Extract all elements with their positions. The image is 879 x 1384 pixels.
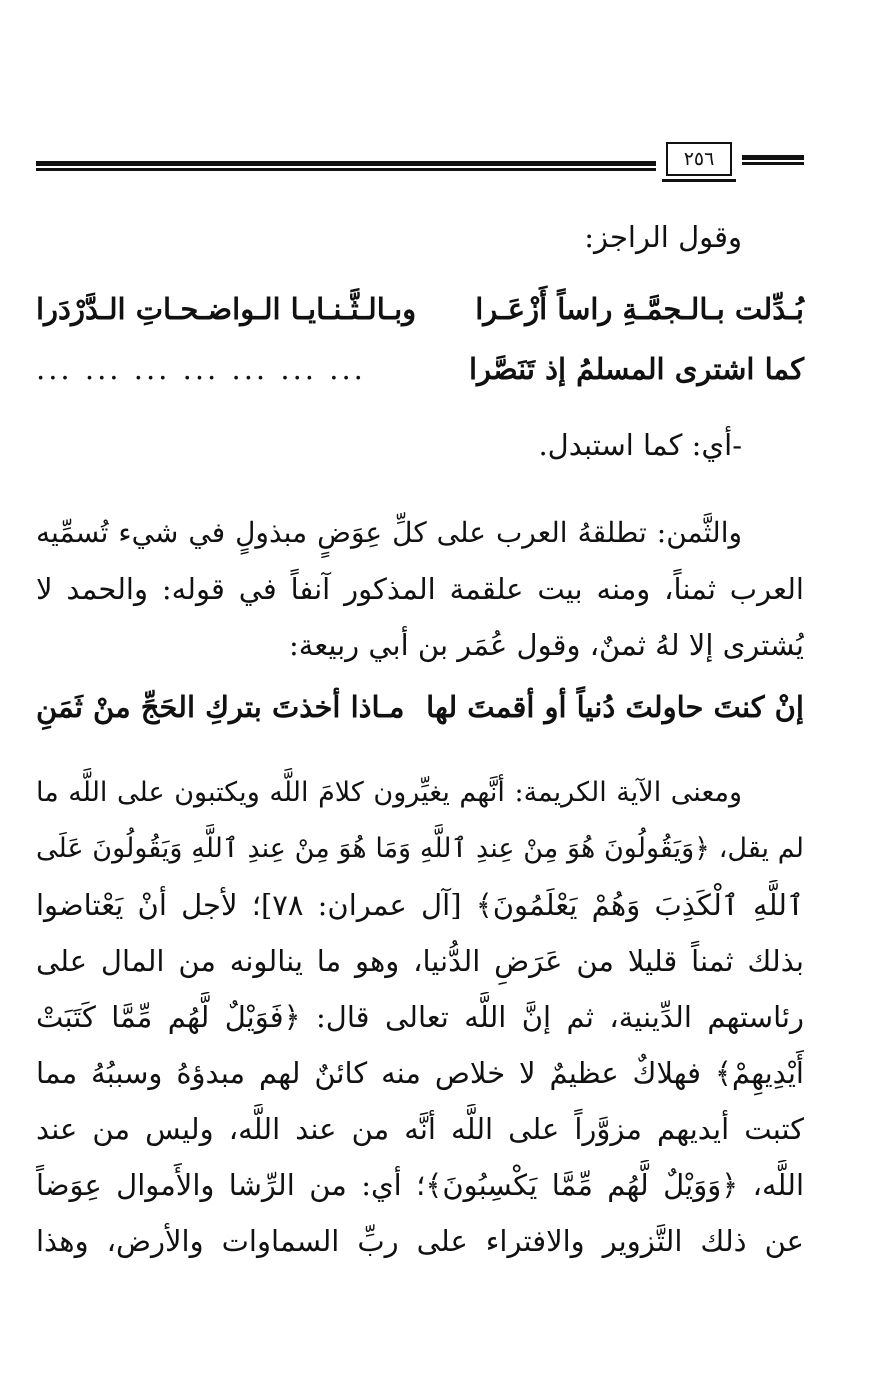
text-line: -أي: كما استبدل. [538, 428, 742, 462]
verse-ellipsis: ... ... ... ... ... ... ... [36, 352, 366, 386]
text-line: يُشترى إلا لهُ ثمنٌ، وقول عُمَر بن أبي ربيعة: [289, 628, 804, 662]
header-rule-short [742, 155, 804, 165]
verse-hemistich: وبـالـثَّـنـايـا الـواضـحـاتِ الـدَّرْدَرا [36, 292, 417, 326]
text-line: أَيْدِيهِمْ﴾ فهلاكٌ عظيمٌ لا خلاص منه كائنٌ لهم مبدؤهُ وسببُهُ مما [36, 1056, 804, 1090]
text-line: عن ذلك التَّزوير والافتراء على ربِّ السماوات والأرض، وهذا [36, 1224, 804, 1258]
text-line: اللَّه، ﴿وَوَيْلٌ لَّهُم مِّمَّا يَكْسِبُونَ﴾؛ أي: من الرِّشا والأَموال عِوَضاً [36, 1168, 804, 1202]
text-line: العرب ثمناً، ومنه بيت علقمة المذكور آنفاً في قوله: والحمد لا [36, 572, 804, 606]
verse-hemistich: بُـدِّلت بـالـجمَّـةِ راساً أَزْعَـرا [475, 292, 804, 326]
page-header [36, 142, 804, 186]
page-number: ٢٥٦ [666, 142, 732, 176]
verse-hemistich: مـاذا أخذتَ بتركِ الحَجِّ منْ ثَمَنِ [36, 690, 405, 724]
verse-hemistich: كما اشترى المسلمُ إذ تَنَصَّرا [468, 352, 804, 386]
text-line: رئاستهم الدِّينية، ثم إنَّ اللَّه تعالى قال: ﴿فَوَيْلٌ لَّهُم مِّمَّا كَتَبَتْ [36, 1000, 804, 1034]
text-line: ٱللَّهِ ٱلْكَذِبَ وَهُمْ يَعْلَمُونَ﴾ [آل عمران: ٧٨]؛ لأجل أنْ يَعْتاضوا [36, 888, 804, 922]
text-line: والثَّمن: تطلقهُ العرب على كلِّ عِوَضٍ مبذولٍ في شيء تُسمِّيه [36, 516, 742, 549]
verse-3 [36, 682, 804, 732]
verse-1 [36, 284, 804, 334]
text-line: لم يقل، ﴿وَيَقُولُونَ هُوَ مِنْ عِندِ ٱللَّهِ وَمَا هُوَ مِنْ عِندِ ٱللَّهِ وَيَقُولُونَ عَلَى [36, 833, 804, 864]
text-line: وقول الراجز: [584, 220, 742, 254]
text-line: كتبت أيديهم مزوَّراً على اللَّه أنَّه من عند اللَّه، وليس من عند [36, 1112, 804, 1146]
text-line: بذلك ثمناً قليلا من عَرَضِ الدُّنيا، وهو ما ينالونه من المال على [36, 944, 804, 978]
verse-2 [36, 344, 804, 394]
text-line: ومعنى الآية الكريمة: أنَّهم يغيِّرون كلامَ اللَّه ويكتبون على اللَّه ما [36, 777, 742, 808]
verse-hemistich: إنْ كنتَ حاولتَ دُنياً أو أقمتَ لها [426, 690, 804, 724]
header-rule-long [36, 161, 656, 171]
